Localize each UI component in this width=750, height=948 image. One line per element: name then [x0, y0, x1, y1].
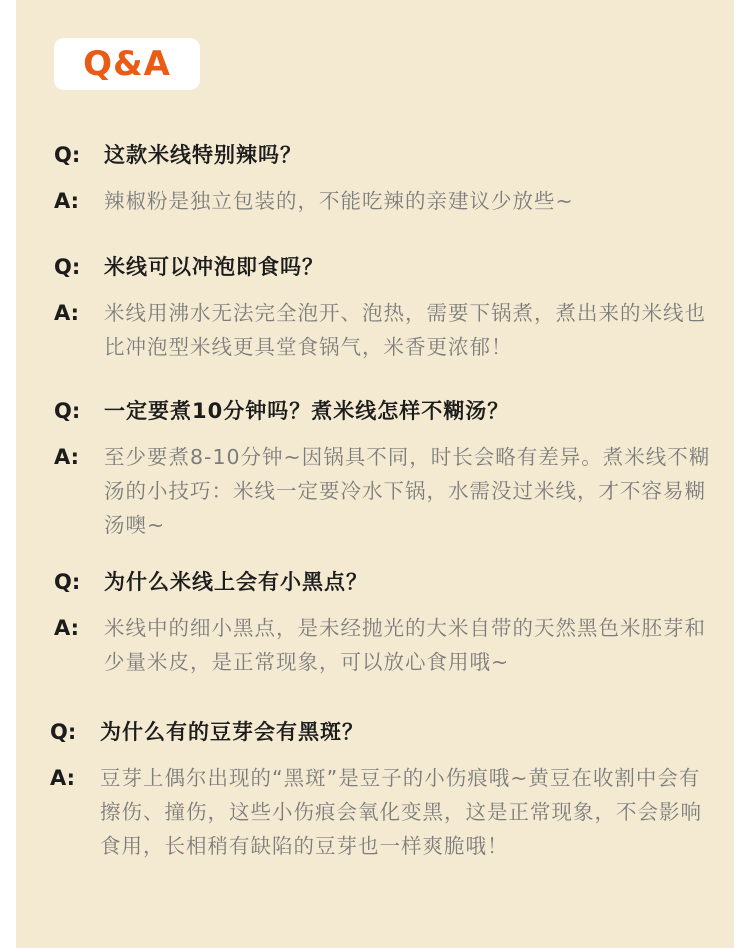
qa-badge: [54, 38, 200, 90]
question-text: 这款米线特别辣吗？: [104, 143, 302, 167]
question-marker: Q:: [54, 255, 81, 279]
question-row: [50, 715, 710, 749]
question-marker: Q:: [50, 720, 77, 744]
answer-text: 辣椒粉是独立包装的，不能吃辣的亲建议少放些~: [104, 189, 574, 213]
question-text: 米线可以冲泡即食吗？: [104, 255, 324, 279]
answer-text: 米线中的细小黑点，是未经抛光的大米自带的天然黑色米胚芽和少量米皮，是正常现象，可以放心食用哦~: [104, 616, 706, 674]
answer-row: [54, 440, 714, 542]
qa-item: [54, 250, 714, 364]
qa-item: [50, 715, 710, 863]
answer-marker: A:: [54, 301, 80, 325]
answer-text: 豆芽上偶尔出现的“黑斑”是豆子的小伤痕哦~黄豆在收割中会有擦伤、撞伤，这些小伤痕会氧化变黑，这是正常现象，不会影响食用，长相稍有缺陷的豆芽也一样爽脆哦！: [100, 766, 702, 858]
answer-row: [54, 184, 714, 218]
answer-marker: A:: [54, 616, 80, 640]
question-row: [54, 250, 714, 284]
question-row: [54, 138, 714, 172]
question-text: 为什么有的豆芽会有黑斑？: [100, 720, 364, 744]
answer-row: [50, 761, 710, 863]
qa-item: [54, 138, 714, 218]
answer-row: [54, 296, 714, 364]
qa-badge-label: Q&A: [83, 44, 171, 84]
qa-item: [54, 565, 714, 679]
question-text: 一定要煮10分钟吗？煮米线怎样不糊汤？: [104, 399, 510, 423]
answer-text: 至少要煮8-10分钟~因锅具不同，时长会略有差异。煮米线不糊汤的小技巧：米线一定要冷水下锅，水需没过米线，才不容易糊汤噢~: [104, 445, 711, 537]
answer-row: [54, 611, 714, 679]
answer-marker: A:: [54, 189, 80, 213]
question-marker: Q:: [54, 570, 81, 594]
question-marker: Q:: [54, 143, 81, 167]
question-text: 为什么米线上会有小黑点？: [104, 570, 368, 594]
answer-text: 米线用沸水无法完全泡开、泡热，需要下锅煮，煮出来的米线也比冲泡型米线更具堂食锅气，米香更浓郁！: [104, 301, 706, 359]
question-row: [54, 394, 714, 428]
question-row: [54, 565, 714, 599]
question-marker: Q:: [54, 399, 81, 423]
answer-marker: A:: [54, 445, 80, 469]
qa-item: [54, 394, 714, 542]
answer-marker: A:: [50, 766, 76, 790]
